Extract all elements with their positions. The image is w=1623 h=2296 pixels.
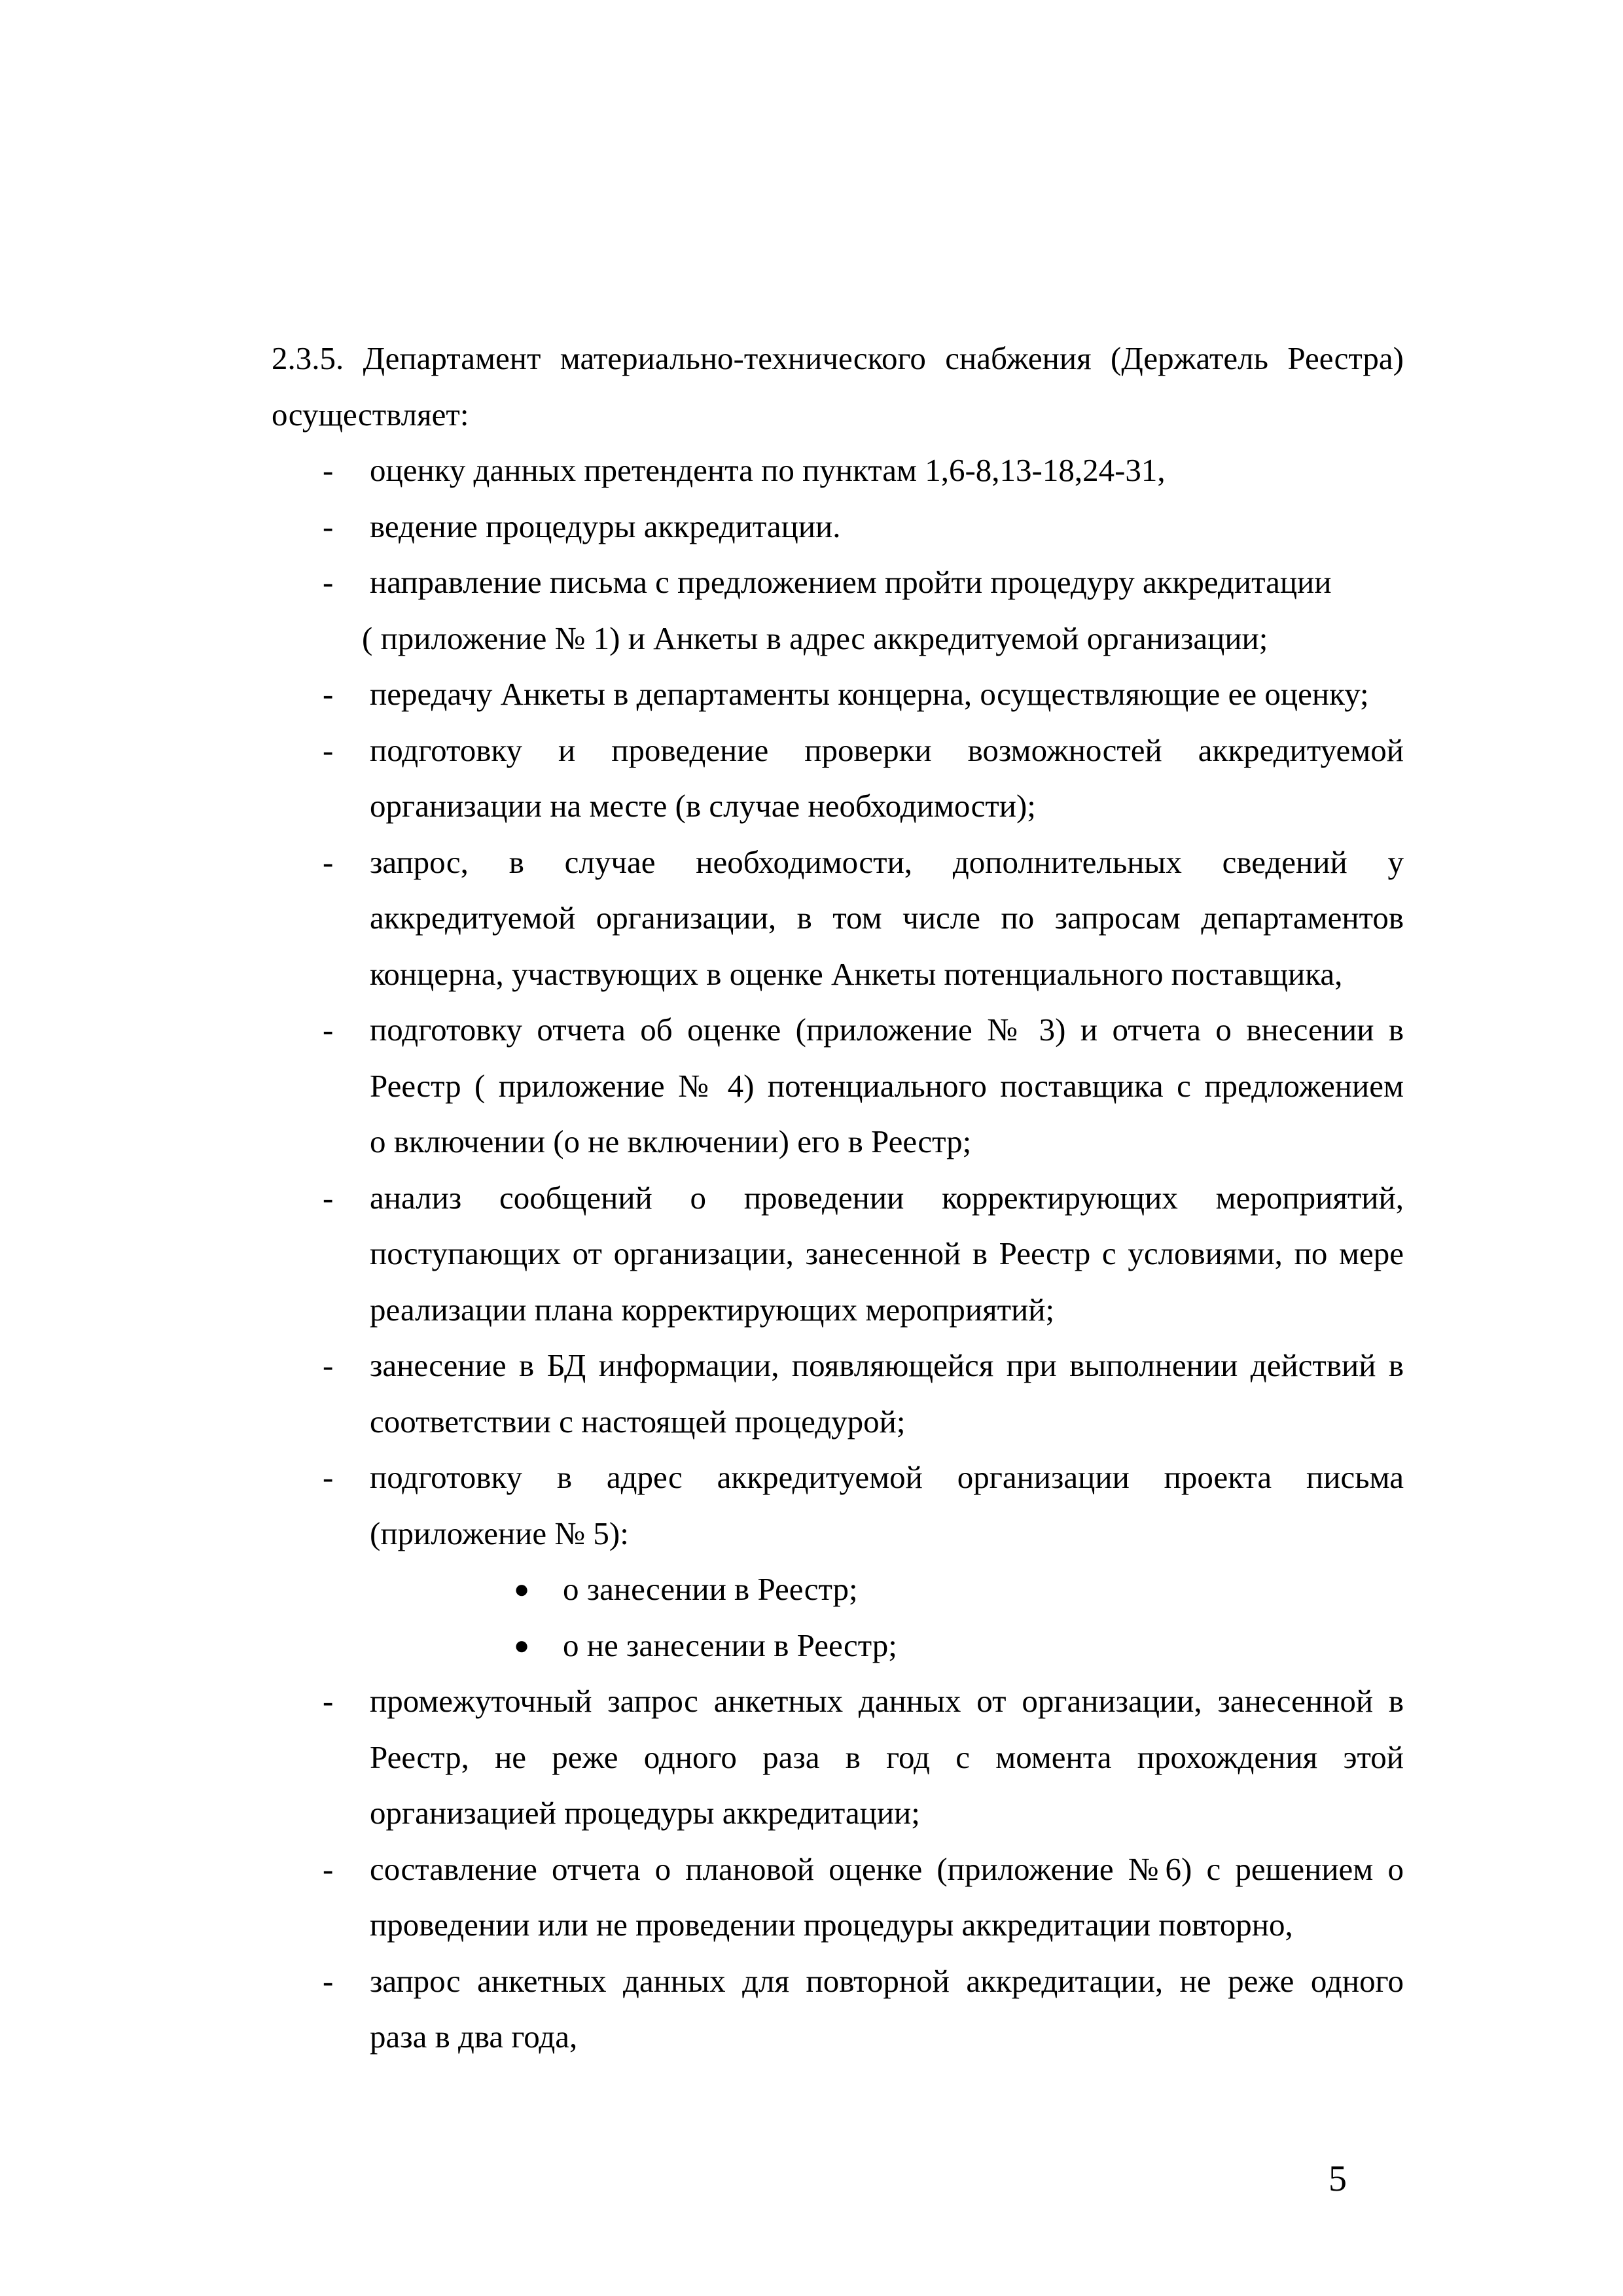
dash-marker: - <box>323 1347 334 1383</box>
sub-list-item-line: о не занесении в Реестр; <box>563 1627 897 1663</box>
list-item-line: промежуточный запрос анкетных данных от организации, занесенной в <box>370 1683 1404 1719</box>
list-item <box>272 722 1404 834</box>
list-item-line: (приложение № 5): <box>370 1515 629 1551</box>
dash-marker: - <box>323 1962 334 1999</box>
list-item-line: концерна, участвующих в оценке Анкеты потенциального поставщика, <box>370 955 1343 992</box>
list-item-line: ведение процедуры аккредитации. <box>370 508 841 544</box>
page-number: 5 <box>1329 2159 1347 2199</box>
list-item <box>272 666 1404 722</box>
dash-marker: - <box>323 508 334 544</box>
dash-marker: - <box>323 1683 334 1719</box>
list-item-line: подготовку и проведение проверки возможностей аккредитуемой <box>370 732 1404 768</box>
heading-line: 2.3.5. Департамент материально-технического снабжения (Держатель Реестра) <box>272 340 1404 376</box>
list-item-line: Реестр ( приложение № 4) потенциального поставщика с предложением <box>370 1067 1404 1104</box>
dash-marker: - <box>323 1012 334 1048</box>
list-item <box>272 1337 1404 1449</box>
list-item-line: соответствии с настоящей процедурой; <box>370 1403 906 1439</box>
list-item-line: о включении (о не включении) его в Реестр; <box>370 1123 972 1159</box>
page-content <box>272 330 1404 2065</box>
list-item-line: передачу Анкеты в департаменты концерна, осуществляющие ее оценку; <box>370 676 1369 712</box>
section-heading <box>272 330 1404 442</box>
list-item <box>272 1170 1404 1338</box>
dash-marker: - <box>323 1179 334 1216</box>
list-item-line: составление отчета о плановой оценке (приложение №6) с решением о <box>370 1850 1404 1887</box>
list-item-line: реализации плана корректирующих мероприятий; <box>370 1291 1055 1328</box>
list-item-line: подготовку отчета об оценке (приложение № 3) и отчета о внесении в <box>370 1012 1404 1048</box>
dash-marker: - <box>323 564 334 600</box>
list-item-line: организации на месте (в случае необходимости); <box>370 788 1036 824</box>
responsibility-list <box>272 442 1404 2065</box>
list-item-line: анализ сообщений о проведении корректирующих мероприятий, <box>370 1179 1404 1216</box>
heading-line: осуществляет: <box>272 396 469 433</box>
list-item-line: запрос анкетных данных для повторной аккредитации, не реже одного <box>370 1962 1404 1999</box>
list-item-line: направление письма с предложением пройти процедуру аккредитации <box>370 564 1332 600</box>
list-item-line: проведении или не проведении процедуры аккредитации повторно, <box>370 1907 1293 1943</box>
list-item <box>272 442 1404 499</box>
bullet-marker: ● <box>514 1574 530 1604</box>
list-item-line: раза в два года, <box>370 2019 578 2055</box>
list-item-line: организацией процедуры аккредитации; <box>370 1795 920 1831</box>
list-item-line: аккредитуемой организации, в том числе по запросам департаментов <box>370 900 1404 936</box>
dash-marker: - <box>323 843 334 880</box>
list-item <box>272 1841 1404 1953</box>
list-item <box>272 834 1404 1002</box>
list-item <box>272 1449 1404 1561</box>
list-item-line: подготовку в адрес аккредитуемой организации проекта письма <box>370 1459 1404 1495</box>
list-item-line: оценку данных претендента по пунктам 1,6-8,13-18,24-31, <box>370 452 1166 488</box>
list-item-line: запрос, в случае необходимости, дополнительных сведений у <box>370 843 1404 880</box>
dash-marker: - <box>323 452 334 488</box>
sub-list-item <box>272 1617 1404 1674</box>
list-item <box>272 1002 1404 1170</box>
list-item-line: ( приложение № 1) и Анкеты в адрес аккредитуемой организации; <box>362 620 1268 656</box>
dash-marker: - <box>323 676 334 712</box>
list-item <box>272 1953 1404 2065</box>
sub-list-item-line: о занесении в Реестр; <box>563 1571 858 1607</box>
dash-marker: - <box>323 1850 334 1887</box>
dash-marker: - <box>323 1459 334 1495</box>
list-item <box>272 554 1404 666</box>
list-item-line: занесение в БД информации, появляющейся при выполнении действий в <box>370 1347 1404 1383</box>
dash-marker: - <box>323 732 334 768</box>
list-item <box>272 499 1404 555</box>
list-item <box>272 1673 1404 1841</box>
list-item-line: Реестр, не реже одного раза в год с момента прохождения этой <box>370 1739 1404 1775</box>
list-item-line: поступающих от организации, занесенной в Реестр с условиями, по мере <box>370 1235 1404 1271</box>
sub-list-item <box>272 1561 1404 1617</box>
bullet-marker: ● <box>514 1630 530 1660</box>
